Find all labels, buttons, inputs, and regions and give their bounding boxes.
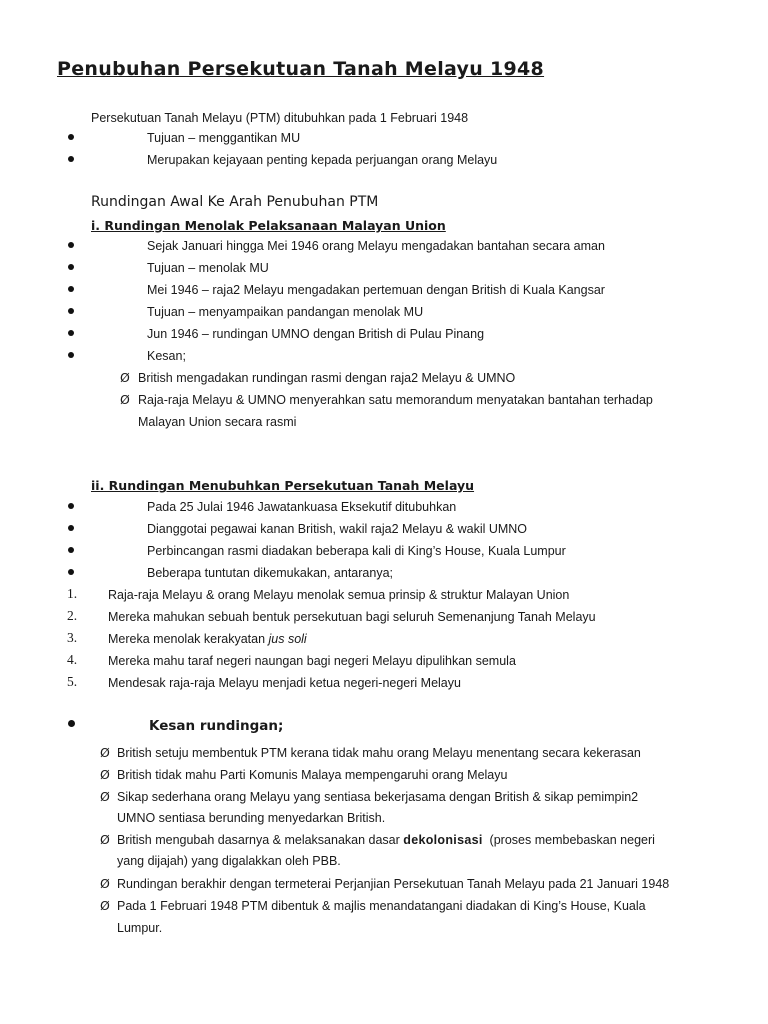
- bullet-icon: [68, 352, 74, 358]
- bullet-icon: [68, 264, 74, 270]
- list-item: Perbincangan rasmi diadakan beberapa kali di King’s House, Kuala Lumpur: [147, 544, 566, 558]
- arrow-bullet-icon: Ø: [120, 392, 130, 407]
- kesan-item-continuation: UMNO sentiasa berunding menyedarkan British.: [117, 811, 386, 825]
- list-item: Sejak Januari hingga Mei 1946 orang Melayu mengadakan bantahan secara aman: [147, 239, 605, 253]
- kesan-item: British setuju membentuk PTM kerana tidak mahu orang Melayu menentang secara kekerasan: [117, 746, 641, 760]
- subsection-heading-i: i. Rundingan Menolak Pelaksanaan Malayan Union: [91, 218, 446, 233]
- bullet-icon: [68, 286, 74, 292]
- arrow-bullet-icon: Ø: [100, 767, 110, 782]
- list-item: British mengadakan rundingan rasmi dengan raja2 Melayu & UMNO: [138, 371, 516, 385]
- jus-soli-term: jus soli: [268, 632, 307, 646]
- bullet-icon: [68, 156, 74, 162]
- bullet-icon: [68, 134, 74, 140]
- list-item: Jun 1946 – rundingan UMNO dengan British di Pulau Pinang: [147, 327, 485, 341]
- intro-bullet: Tujuan – menggantikan MU: [147, 131, 301, 145]
- bullet-icon: [68, 308, 74, 314]
- numbered-item: Mereka mahukan sebuah bentuk persekutuan bagi seluruh Semenanjung Tanah Melayu: [108, 610, 596, 624]
- intro-bullet: Merupakan kejayaan penting kepada perjuangan orang Melayu: [147, 153, 498, 167]
- list-number: 4.: [67, 652, 78, 667]
- bullet-icon: [68, 330, 74, 336]
- kesan-heading: Kesan rundingan;: [149, 718, 284, 734]
- list-number: 1.: [67, 586, 78, 601]
- list-item: Tujuan – menyampaikan pandangan menolak MU: [147, 305, 424, 319]
- list-item: Dianggotai pegawai kanan British, wakil raja2 Melayu & wakil UMNO: [147, 522, 528, 536]
- list-number: 3.: [67, 630, 78, 645]
- bullet-icon: [68, 525, 74, 531]
- arrow-bullet-icon: Ø: [100, 898, 110, 913]
- list-item-continuation: Malayan Union secara rasmi: [138, 415, 297, 429]
- section-heading: Rundingan Awal Ke Arah Penubuhan PTM: [91, 194, 379, 210]
- list-number: 5.: [67, 674, 78, 689]
- dekolonisasi-term: dekolonisasi: [403, 833, 483, 847]
- bullet-icon: [68, 547, 74, 553]
- kesan-item: British mengubah dasarnya & melaksanakan dasar dekolonisasi (proses membebaskan negeri: [117, 833, 655, 847]
- page-title: Penubuhan Persekutuan Tanah Melayu 1948: [57, 58, 545, 80]
- kesan-item: Sikap sederhana orang Melayu yang sentiasa bekerjasama dengan British & sikap pemimpin2: [117, 790, 639, 804]
- list-item: Tujuan – menolak MU: [147, 261, 269, 275]
- arrow-bullet-icon: Ø: [100, 745, 110, 760]
- list-item: Kesan;: [147, 349, 186, 363]
- list-number: 2.: [67, 608, 78, 623]
- list-item: Mei 1946 – raja2 Melayu mengadakan pertemuan dengan British di Kuala Kangsar: [147, 283, 605, 297]
- arrow-bullet-icon: Ø: [100, 832, 110, 847]
- kesan-item: British tidak mahu Parti Komunis Malaya mempengaruhi orang Melayu: [117, 768, 508, 782]
- intro-text: Persekutuan Tanah Melayu (PTM) ditubuhkan pada 1 Februari 1948: [91, 111, 469, 125]
- kesan-item-continuation: Lumpur.: [117, 921, 163, 935]
- numbered-item: Mendesak raja-raja Melayu menjadi ketua negeri-negeri Melayu: [108, 676, 461, 690]
- list-item: Raja-raja Melayu & UMNO menyerahkan satu memorandum menyatakan bantahan terhadap: [138, 393, 653, 407]
- list-item: Pada 25 Julai 1946 Jawatankuasa Eksekutif ditubuhkan: [147, 500, 457, 514]
- numbered-item: Mereka menolak kerakyatan jus soli: [108, 632, 307, 646]
- bullet-icon: [68, 569, 74, 575]
- arrow-bullet-icon: Ø: [100, 789, 110, 804]
- kesan-item-continuation: yang dijajah) yang digalakkan oleh PBB.: [117, 854, 341, 868]
- bullet-icon: [68, 242, 74, 248]
- arrow-bullet-icon: Ø: [100, 876, 110, 891]
- kesan-item: Rundingan berakhir dengan termeterai Perjanjian Persekutuan Tanah Melayu pada 21 Januari 1948: [117, 877, 670, 891]
- subsection-heading-ii: ii. Rundingan Menubuhkan Persekutuan Tanah Melayu: [91, 478, 475, 493]
- bullet-icon: [68, 720, 75, 727]
- kesan-item: Pada 1 Februari 1948 PTM dibentuk & majlis menandatangani diadakan di King’s House, Kuala: [117, 899, 646, 913]
- list-item: Beberapa tuntutan dikemukakan, antaranya;: [147, 566, 394, 580]
- bullet-icon: [68, 503, 74, 509]
- numbered-item: Raja-raja Melayu & orang Melayu menolak semua prinsip & struktur Malayan Union: [108, 588, 570, 602]
- numbered-item: Mereka mahu taraf negeri naungan bagi negeri Melayu dipulihkan semula: [108, 654, 516, 668]
- arrow-bullet-icon: Ø: [120, 370, 130, 385]
